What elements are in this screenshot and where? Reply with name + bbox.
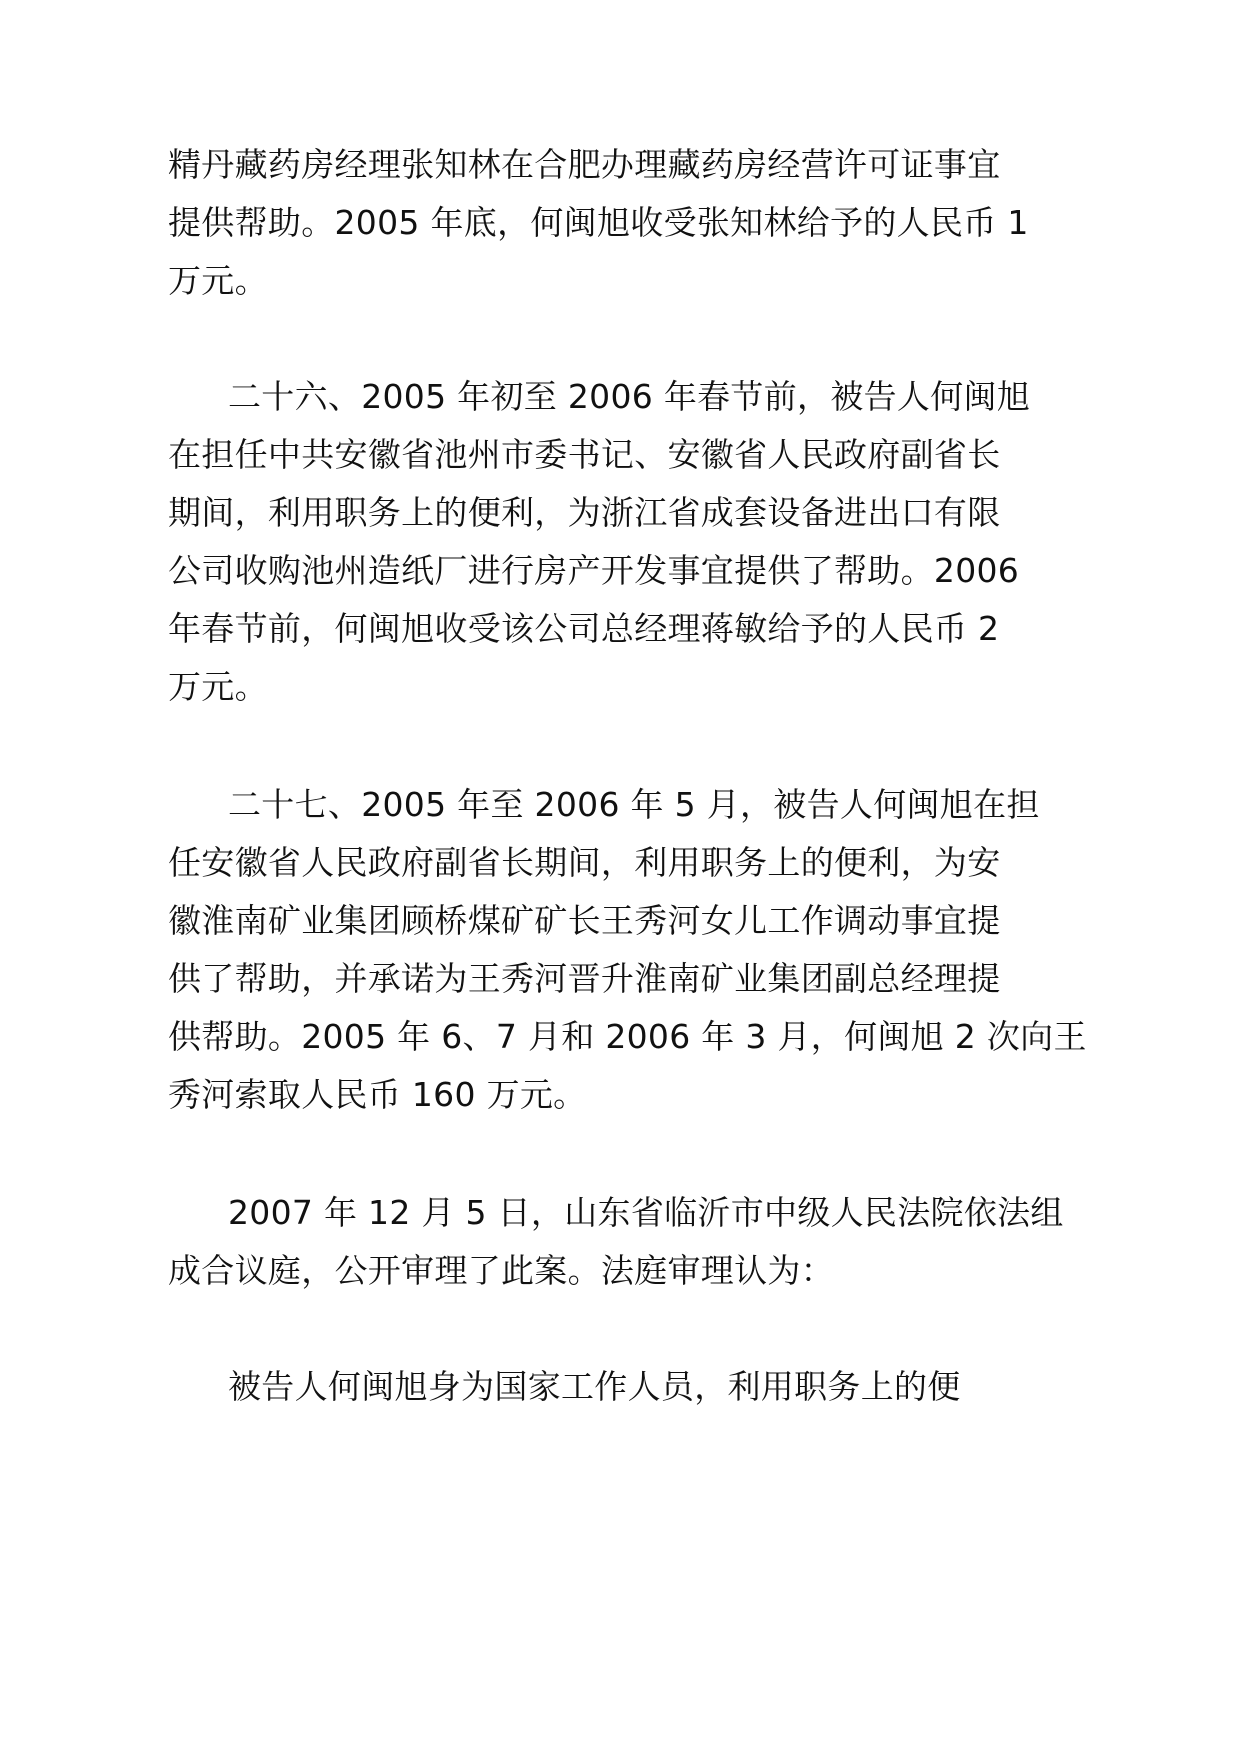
text-line: 万元。	[168, 261, 268, 300]
text-line: 提供帮助。2005 年底，何闽旭收受张知林给予的人民币 1	[168, 203, 1029, 242]
text-line: 被告人何闽旭身为国家工作人员，利用职务上的便	[228, 1367, 961, 1406]
text-line: 供了帮助，并承诺为王秀河晋升淮南矿业集团副总经理提	[168, 959, 1001, 998]
text-line: 在担任中共安徽省池州市委书记、安徽省人民政府副省长	[168, 435, 1001, 474]
text-line: 任安徽省人民政府副省长期间，利用职务上的便利，为安	[168, 843, 1001, 882]
text-line: 年春节前，何闽旭收受该公司总经理蒋敏给予的人民币 2	[168, 609, 1000, 648]
text-line: 精丹藏药房经理张知林在合肥办理藏药房经营许可证事宜	[168, 145, 1001, 184]
text-line: 徽淮南矿业集团顾桥煤矿矿长王秀河女儿工作调动事宜提	[168, 901, 1001, 940]
text-line: 万元。	[168, 667, 268, 706]
text-line: 成合议庭，公开审理了此案。法庭审理认为：	[168, 1251, 834, 1290]
text-line: 二十六、2005 年初至 2006 年春节前，被告人何闽旭	[228, 377, 1031, 416]
text-line: 期间，利用职务上的便利，为浙江省成套设备进出口有限	[168, 493, 1001, 532]
text-line: 2007 年 12 月 5 日，山东省临沂市中级人民法院依法组	[228, 1193, 1064, 1232]
text-line: 公司收购池州造纸厂进行房产开发事宜提供了帮助。2006	[168, 551, 1020, 590]
text-line: 供帮助。2005 年 6、7 月和 2006 年 3 月，何闽旭 2 次向王	[168, 1017, 1087, 1056]
text-line: 二十七、2005 年至 2006 年 5 月，被告人何闽旭在担	[228, 785, 1040, 824]
text-line: 秀河索取人民币 160 万元。	[168, 1075, 587, 1114]
